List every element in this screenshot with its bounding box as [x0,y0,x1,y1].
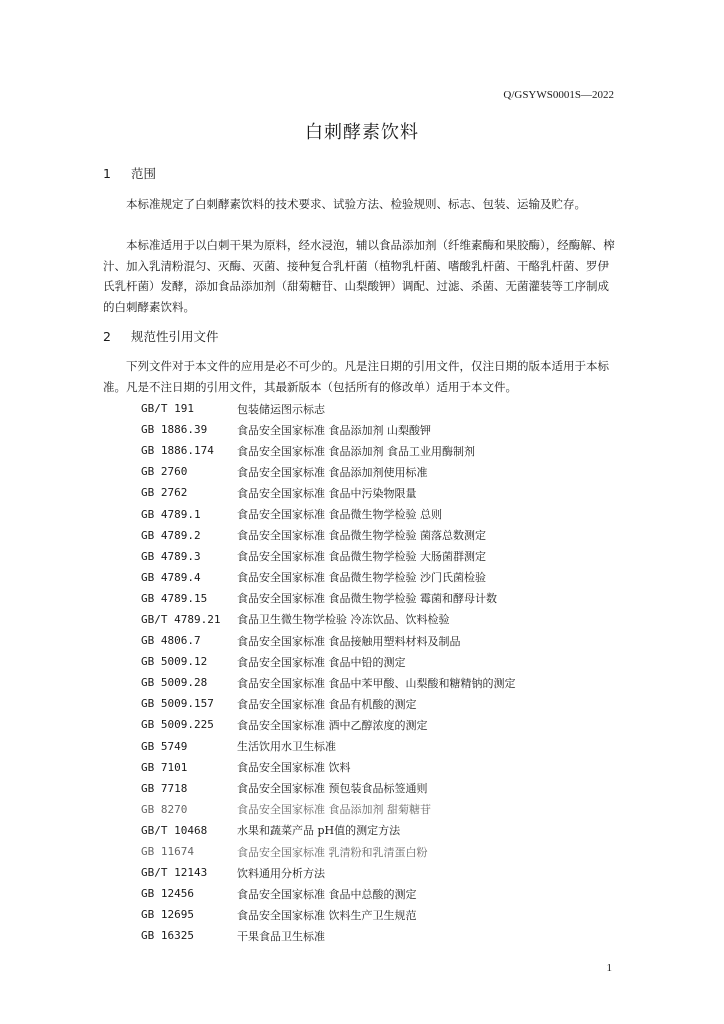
reference-item [141,736,516,757]
reference-code: GB 4789.15 [141,591,208,605]
reference-item [141,925,516,946]
reference-item [141,503,516,524]
reference-item [141,546,516,567]
reference-item [141,799,516,820]
section-heading-scope [103,164,156,182]
reference-item [141,862,516,883]
references-intro-paragraph: 下列文件对于本文件的应用是必不可少的。凡是注日期的引用文件，仅注日期的版本适用于本标准。凡是不注日期的引用文件，其最新版本（包括所有的修改单）适用于本文件。 [103,359,609,394]
reference-list [141,398,516,946]
reference-code: GB 1886.39 [141,423,208,437]
reference-code: GB 5009.12 [141,655,208,669]
reference-item [141,904,516,925]
reference-item [141,419,516,440]
reference-code: GB 5009.28 [141,676,208,690]
reference-item [141,398,516,419]
section-number: 2 [103,329,111,344]
reference-title: 食品安全国家标准 食品有机酸的测定 [237,697,417,711]
reference-code: GB 1886.174 [141,444,214,458]
reference-code: GB/T 12143 [141,866,208,880]
reference-title: 食品卫生微生物学检验 冷冻饮品、饮料检验 [237,613,450,627]
reference-code: GB 4789.1 [141,507,201,521]
reference-code: GB 2762 [141,486,188,500]
reference-title: 食品安全国家标准 食品中铅的测定 [237,655,406,669]
reference-title: 食品安全国家标准 食品接触用塑料材料及制品 [237,634,461,648]
reference-title: 食品安全国家标准 食品微生物学检验 总则 [237,508,442,522]
reference-title: 食品安全国家标准 食品添加剂使用标准 [237,465,428,479]
reference-code: GB 5749 [141,739,188,753]
reference-item [141,757,516,778]
reference-title: 食品安全国家标准 食品微生物学检验 沙门氏菌检验 [237,571,486,585]
reference-title: 食品安全国家标准 食品中污染物限量 [237,486,417,500]
reference-code: GB 4789.4 [141,570,201,584]
reference-code: GB 11674 [141,845,194,859]
document-title: 白刺酵素饮料 [305,122,419,143]
reference-code: GB/T 10468 [141,823,208,837]
scope-paragraph-1: 本标准规定了白刺酵素饮料的技术要求、试验方法、检验规则、标志、包装、运输及贮存。 [126,197,586,211]
reference-code: GB 2760 [141,465,188,479]
reference-title: 食品安全国家标准 酒中乙醇浓度的测定 [237,718,428,732]
reference-code: GB 5009.157 [141,697,214,711]
reference-code: GB 4789.2 [141,528,201,542]
section-title: 范围 [130,166,156,181]
reference-item [141,778,516,799]
reference-title: 食品安全国家标准 食品微生物学检验 霉菌和酵母计数 [237,592,497,606]
reference-item [141,525,516,546]
standard-code: Q/GSYWS0001S—2022 [503,89,614,101]
reference-title: 食品安全国家标准 食品中苯甲酸、山梨酸和糖精钠的测定 [237,676,516,690]
reference-title: 食品安全国家标准 食品微生物学检验 菌落总数测定 [237,529,486,543]
reference-item [141,820,516,841]
reference-item [141,567,516,588]
reference-item [141,482,516,503]
scope-paragraph-2: 本标准适用于以白刺干果为原料，经水浸泡，辅以食品添加剂（纤维素酶和果胶酶），经酶解、榨汁、加入乳清粉混匀、灭酶、灭菌、接种复合乳杆菌（植物乳杆菌、嗜酸乳杆菌、干酪乳杆菌、罗伊氏乳杆菌）发酵，添加食品添加剂（甜菊糖苷、山梨酸钾）调配、过滤、杀菌、无菌灌装等工序制成的白刺酵素饮料。 [103,238,615,314]
reference-code: GB 5009.225 [141,718,214,732]
reference-title: 食品安全国家标准 食品中总酸的测定 [237,887,417,901]
reference-item [141,440,516,461]
reference-item [141,672,516,693]
reference-title: 水果和蔬菜产品 pH值的测定方法 [237,824,401,838]
reference-title: 包装储运图示标志 [237,402,325,416]
reference-code: GB 12456 [141,887,194,901]
reference-code: GB/T 4789.21 [141,612,221,626]
section-number: 1 [103,166,111,181]
reference-code: GB 8270 [141,802,188,816]
reference-item [141,714,516,735]
reference-title: 食品安全国家标准 食品微生物学检验 大肠菌群测定 [237,550,486,564]
reference-item [141,461,516,482]
reference-title: 食品安全国家标准 饮料生产卫生规范 [237,908,417,922]
reference-code: GB/T 191 [141,402,194,416]
section-heading-references [103,327,219,345]
reference-item [141,588,516,609]
reference-title: 干果食品卫生标准 [237,929,325,943]
reference-code: GB 7718 [141,781,188,795]
reference-item [141,883,516,904]
section-title: 规范性引用文件 [130,329,219,344]
reference-title: 食品安全国家标准 食品添加剂 食品工业用酶制剂 [237,444,475,458]
reference-code: GB 12695 [141,908,194,922]
reference-title: 生活饮用水卫生标准 [237,740,336,754]
reference-item [141,693,516,714]
reference-item [141,841,516,862]
reference-code: GB 7101 [141,760,188,774]
reference-item [141,609,516,630]
reference-title: 食品安全国家标准 食品添加剂 甜菊糖苷 [237,803,431,817]
reference-code: GB 4789.3 [141,549,201,563]
reference-code: GB 4806.7 [141,634,201,648]
reference-item [141,651,516,672]
reference-title: 食品安全国家标准 饮料 [237,761,351,775]
reference-title: 饮料通用分析方法 [237,866,325,880]
page-number: 1 [606,962,612,974]
reference-title: 食品安全国家标准 预包装食品标签通则 [237,782,428,796]
reference-title: 食品安全国家标准 食品添加剂 山梨酸钾 [237,423,431,437]
reference-item [141,630,516,651]
reference-title: 食品安全国家标准 乳清粉和乳清蛋白粉 [237,845,428,859]
reference-code: GB 16325 [141,929,194,943]
